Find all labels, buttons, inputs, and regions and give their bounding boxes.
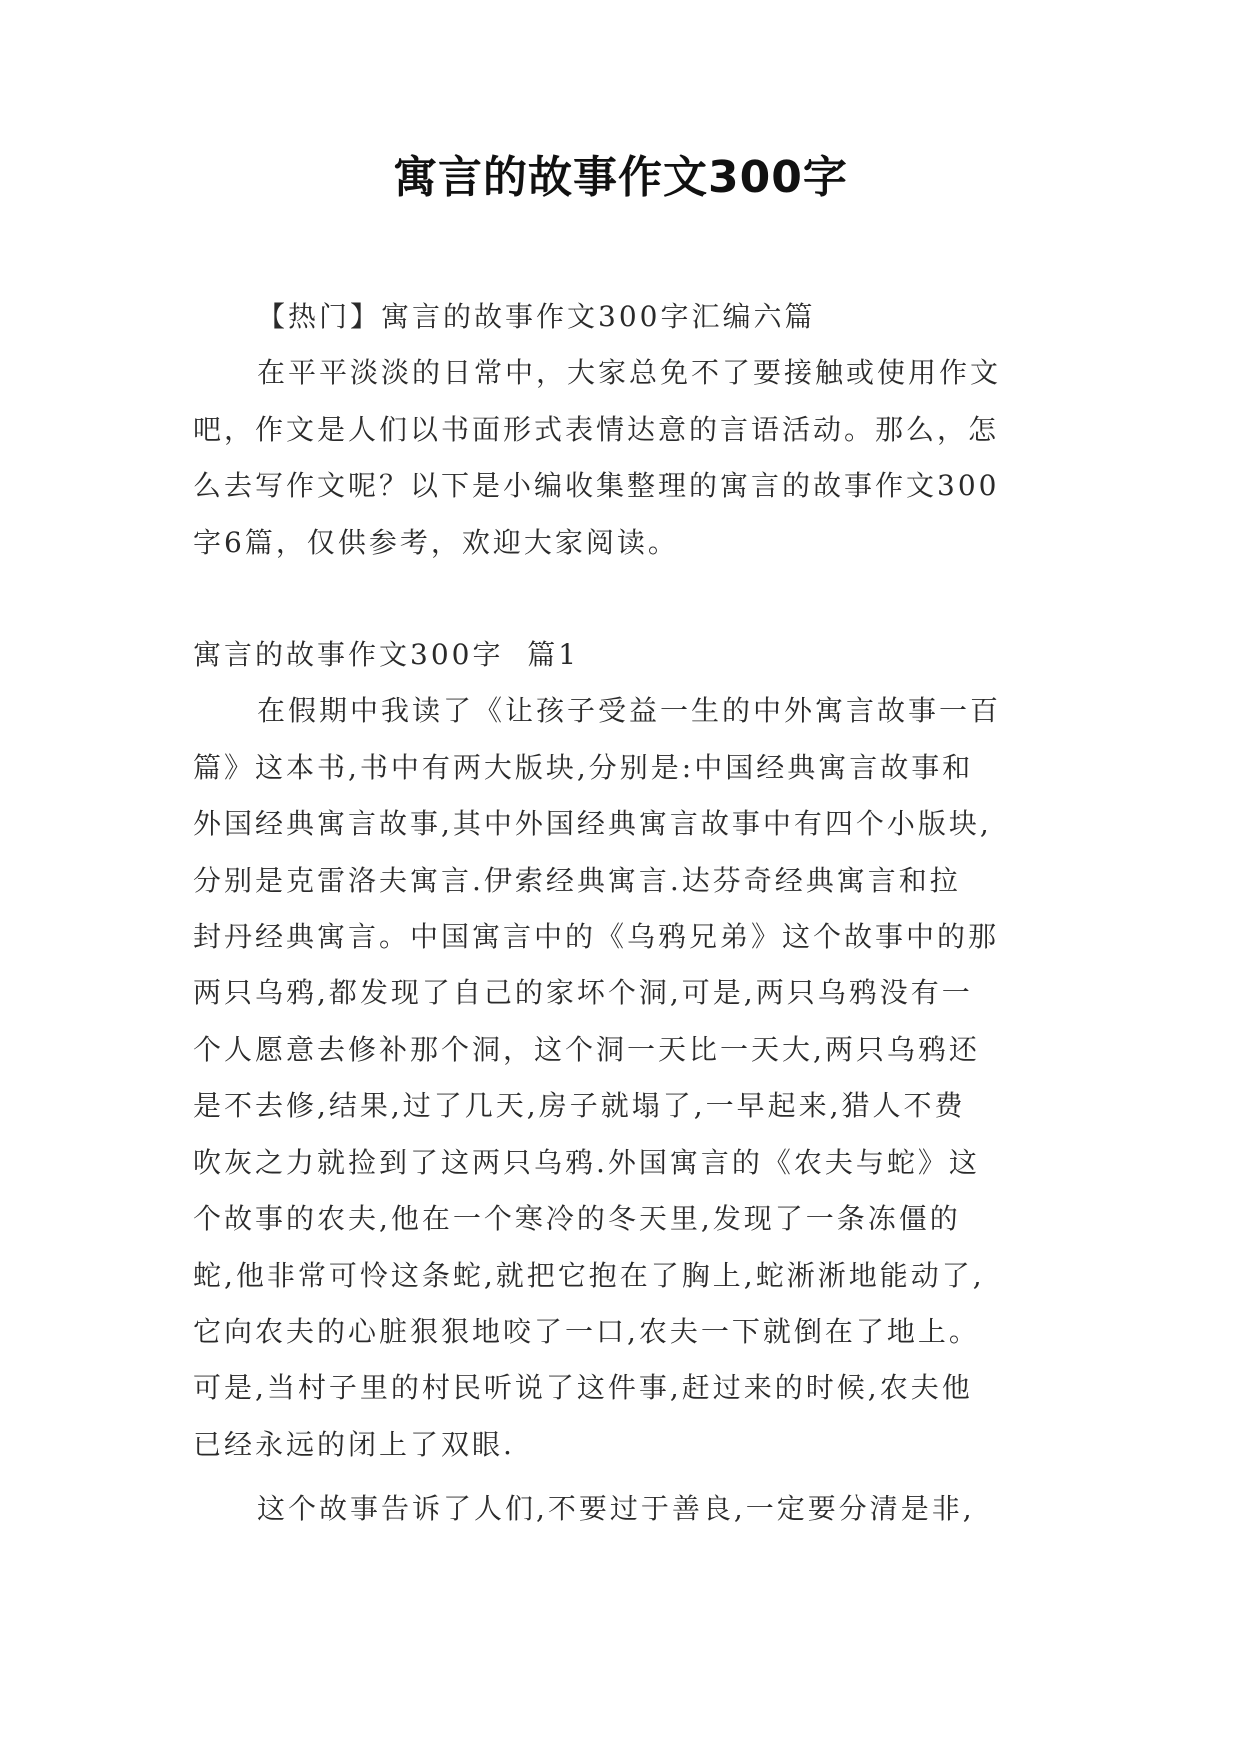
subtitle-line: 【热门】寓言的故事作文300字汇编六篇 xyxy=(257,300,816,333)
story-line-10: 个故事的农夫,他在一个寒冷的冬天里,发现了一条冻僵的 xyxy=(193,1202,961,1236)
document-subtitle xyxy=(193,289,1053,345)
document-body xyxy=(193,289,1053,1538)
story-line-8: 是不去修,结果,过了几天,房子就塌了,一早起来,猎人不费 xyxy=(193,1089,966,1123)
story-line-13: 可是,当村子里的村民听说了这件事,赶过来的时候,农夫他 xyxy=(193,1371,973,1405)
story-line-9: 吹灰之力就捡到了这两只乌鸦.外国寓言的《农夫与蛇》这 xyxy=(193,1145,980,1179)
story-line-4: 分别是克雷洛夫寓言.伊索经典寓言.达芬奇经典寓言和拉 xyxy=(193,863,961,897)
story-line-1: 在假期中我读了《让孩子受益一生的中外寓言故事一百 xyxy=(257,694,1002,728)
story-line-12: 它向农夫的心脏狠狠地咬了一口,农夫一下就倒在了地上。 xyxy=(193,1314,980,1348)
story-line-6: 两只乌鸦,都发现了自己的家坏个洞,可是,两只乌鸦没有一 xyxy=(193,976,973,1010)
story-line-7: 个人愿意去修补那个洞，这个洞一天比一天大,两只乌鸦还 xyxy=(193,1032,980,1066)
section-heading-text: 寓言的故事作文300字 篇1 xyxy=(193,638,580,672)
paragraph-gap xyxy=(193,571,1053,627)
story-line-11: 蛇,他非常可怜这条蛇,就把它抱在了胸上,蛇淅淅地能动了, xyxy=(193,1258,985,1292)
section-heading xyxy=(193,627,1053,683)
story-line-5: 封丹经典寓言。中国寓言中的《乌鸦兄弟》这个故事中的那 xyxy=(193,920,1000,954)
intro-line-1: 在平平淡淡的日常中，大家总免不了要接触或使用作文 xyxy=(257,356,1002,390)
intro-line-3: 么去写作文呢？以下是小编收集整理的寓言的故事作文300 xyxy=(193,469,1000,503)
story-line-3: 外国经典寓言故事,其中外国经典寓言故事中有四个小版块, xyxy=(193,807,992,841)
intro-line-4: 字6篇，仅供参考，欢迎大家阅读。 xyxy=(193,525,679,559)
story-line-14: 已经永远的闭上了双眼. xyxy=(193,1427,515,1461)
intro-line-2: 吧，作文是人们以书面形式表情达意的言语活动。那么，怎 xyxy=(193,412,1000,446)
document-title: 寓言的故事作文300字 xyxy=(393,152,848,203)
story-line-2: 篇》这本书,书中有两大版块,分别是:中国经典寓言故事和 xyxy=(193,750,974,784)
closing-line: 这个故事告诉了人们,不要过于善良,一定要分清是非, xyxy=(257,1492,975,1526)
story-paragraph xyxy=(193,683,1053,1473)
closing-paragraph xyxy=(193,1481,1053,1537)
intro-paragraph xyxy=(193,345,1053,571)
